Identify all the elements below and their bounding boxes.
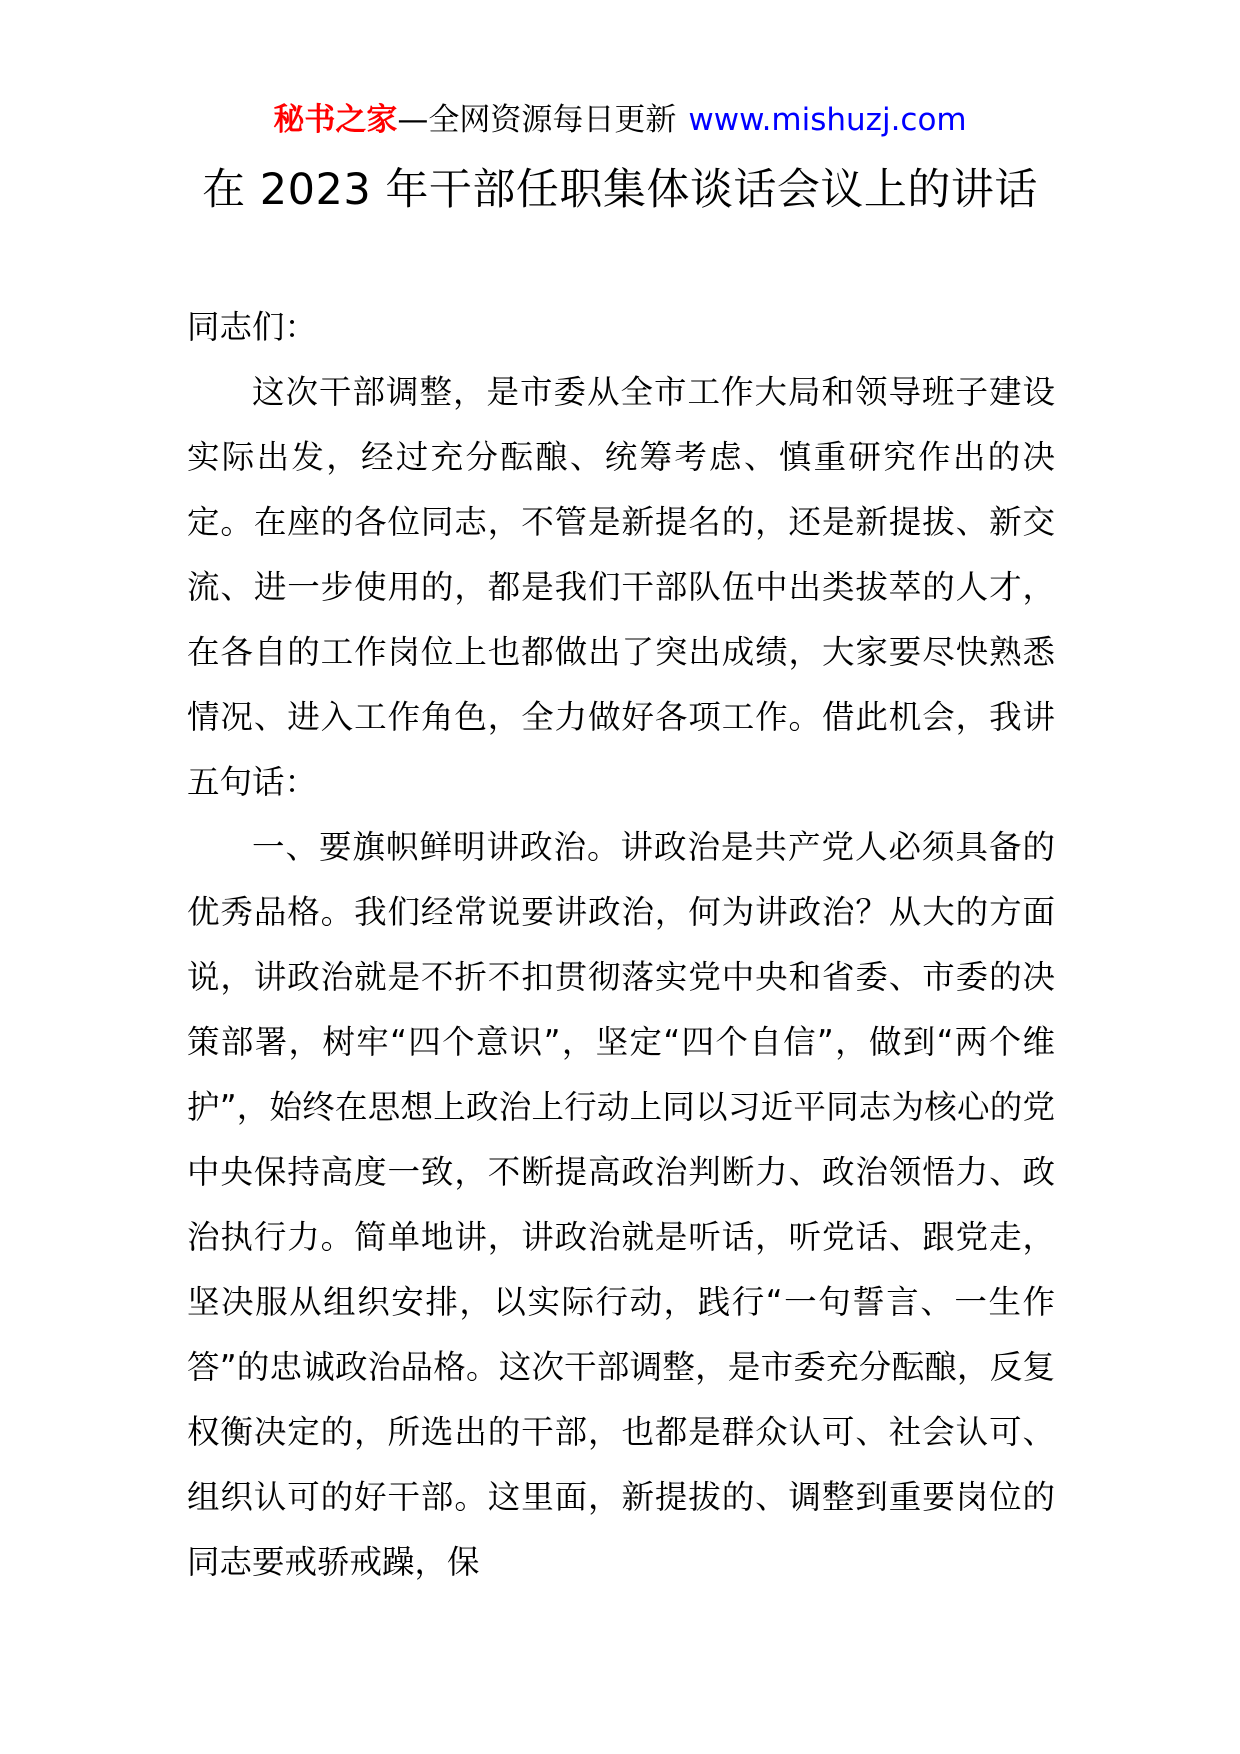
document-body	[187, 295, 1055, 1595]
document-title: 在 2023 年干部任职集体谈话会议上的讲话	[202, 165, 1038, 215]
paragraph-intro: 这次干部调整，是市委从全市工作大局和领导班子建设实际出发，经过充分酝酿、统筹考虑、慎重研究作出的决定。在座的各位同志，不管是新提名的，还是新提拔、新交流、进一步使用的，都是我们干部队伍中出类拔萃的人才，在各自的工作岗位上也都做出了突出成绩，大家要尽快熟悉情况、进入工作角色，全力做好各项工作。借此机会，我讲五句话：	[187, 373, 1055, 801]
salutation: 同志们：	[187, 308, 318, 346]
header-tagline: —全网资源每日更新	[397, 102, 677, 138]
site-url-link[interactable]: www.mishuzj.com	[688, 102, 967, 138]
site-header	[0, 98, 1240, 142]
brand-name: 秘书之家	[273, 102, 398, 138]
paragraph-point-one: 一、要旗帜鲜明讲政治。讲政治是共产党人必须具备的优秀品格。我们经常说要讲政治，何为讲政治？从大的方面说，讲政治就是不折不扣贯彻落实党中央和省委、市委的决策部署，树牢“四个意识”，坚定“四个自信”，做到“两个维护”，始终在思想上政治上行动上同以习近平同志为核心的党中央保持高度一致，不断提高政治判断力、政治领悟力、政治执行力。简单地讲，讲政治就是听话，听党话、跟党走，坚决服从组织安排，以实际行动，践行“一句誓言、一生作答”的忠诚政治品格。这次干部调整，是市委充分酝酿，反复权衡决定的，所选出的干部，也都是群众认可、社会认可、组织认可的好干部。这里面，新提拔的、调整到重要岗位的同志要戒骄戒躁，保	[187, 828, 1055, 1581]
